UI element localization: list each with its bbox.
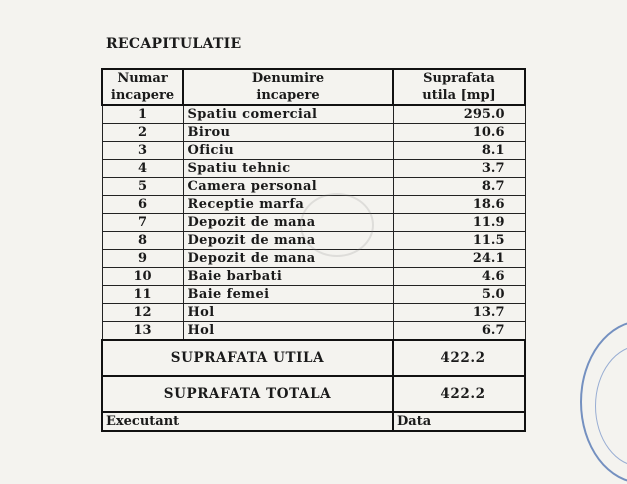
room-area: 8.1 xyxy=(393,142,525,160)
room-name: Oficiu xyxy=(183,142,393,160)
header-room-number xyxy=(102,69,183,105)
room-area: 24.1 xyxy=(393,250,525,268)
room-area: 8.7 xyxy=(393,178,525,196)
room-name: Hol xyxy=(183,322,393,341)
header-room-name xyxy=(183,69,393,105)
room-name: Depozit de mana xyxy=(183,214,393,232)
room-name: Spatiu tehnic xyxy=(183,160,393,178)
room-area: 3.7 xyxy=(393,160,525,178)
header-room-number-line2: incapere xyxy=(110,88,175,103)
table-row xyxy=(102,322,525,341)
header-room-name-line2: incapere xyxy=(256,88,320,103)
document-title: RECAPITULATIE xyxy=(106,36,242,52)
room-number: 13 xyxy=(102,322,183,341)
table-row xyxy=(102,178,525,196)
room-number: 10 xyxy=(102,268,183,286)
usable-area-value: 422.2 xyxy=(393,340,525,376)
room-name: Camera personal xyxy=(183,178,393,196)
table-row xyxy=(102,286,525,304)
table-row xyxy=(102,250,525,268)
room-number: 11 xyxy=(102,286,183,304)
room-name: Depozit de mana xyxy=(183,250,393,268)
room-number: 2 xyxy=(102,124,183,142)
room-area: 18.6 xyxy=(393,196,525,214)
room-number: 3 xyxy=(102,142,183,160)
table-row xyxy=(102,268,525,286)
room-number: 1 xyxy=(102,105,183,124)
room-number: 4 xyxy=(102,160,183,178)
header-room-number-line1: Numar xyxy=(117,71,168,86)
signature-row xyxy=(102,412,525,431)
room-area: 4.6 xyxy=(393,268,525,286)
header-usable-area-line2: utila [mp] xyxy=(422,88,496,103)
table-row xyxy=(102,160,525,178)
usable-area-total-row xyxy=(102,340,525,376)
total-area-label: SUPRAFATA TOTALA xyxy=(102,376,393,412)
room-name: Baie femei xyxy=(183,286,393,304)
table-row xyxy=(102,124,525,142)
room-name: Depozit de mana xyxy=(183,232,393,250)
room-number: 9 xyxy=(102,250,183,268)
room-number: 7 xyxy=(102,214,183,232)
table-row xyxy=(102,142,525,160)
room-number: 6 xyxy=(102,196,183,214)
room-name: Receptie marfa xyxy=(183,196,393,214)
header-room-name-line1: Denumire xyxy=(251,71,325,86)
total-area-value: 422.2 xyxy=(393,376,525,412)
room-number: 12 xyxy=(102,304,183,322)
room-area: 10.6 xyxy=(393,124,525,142)
room-area: 6.7 xyxy=(393,322,525,341)
total-area-row xyxy=(102,376,525,412)
usable-area-label: SUPRAFATA UTILA xyxy=(102,340,393,376)
room-area: 295.0 xyxy=(393,105,525,124)
room-name: Spatiu comercial xyxy=(183,105,393,124)
room-area: 11.9 xyxy=(393,214,525,232)
room-number: 8 xyxy=(102,232,183,250)
room-name: Birou xyxy=(183,124,393,142)
room-area: 11.5 xyxy=(393,232,525,250)
watermark-logo xyxy=(300,193,374,257)
room-area: 5.0 xyxy=(393,286,525,304)
executant-label: Executant xyxy=(102,412,393,431)
room-name: Baie barbati xyxy=(183,268,393,286)
table-row xyxy=(102,304,525,322)
room-area: 13.7 xyxy=(393,304,525,322)
header-usable-area-line1: Suprafata xyxy=(423,71,495,86)
date-label: Data xyxy=(393,412,525,431)
room-name: Hol xyxy=(183,304,393,322)
room-number: 5 xyxy=(102,178,183,196)
table-row xyxy=(102,105,525,124)
header-usable-area xyxy=(393,69,525,105)
